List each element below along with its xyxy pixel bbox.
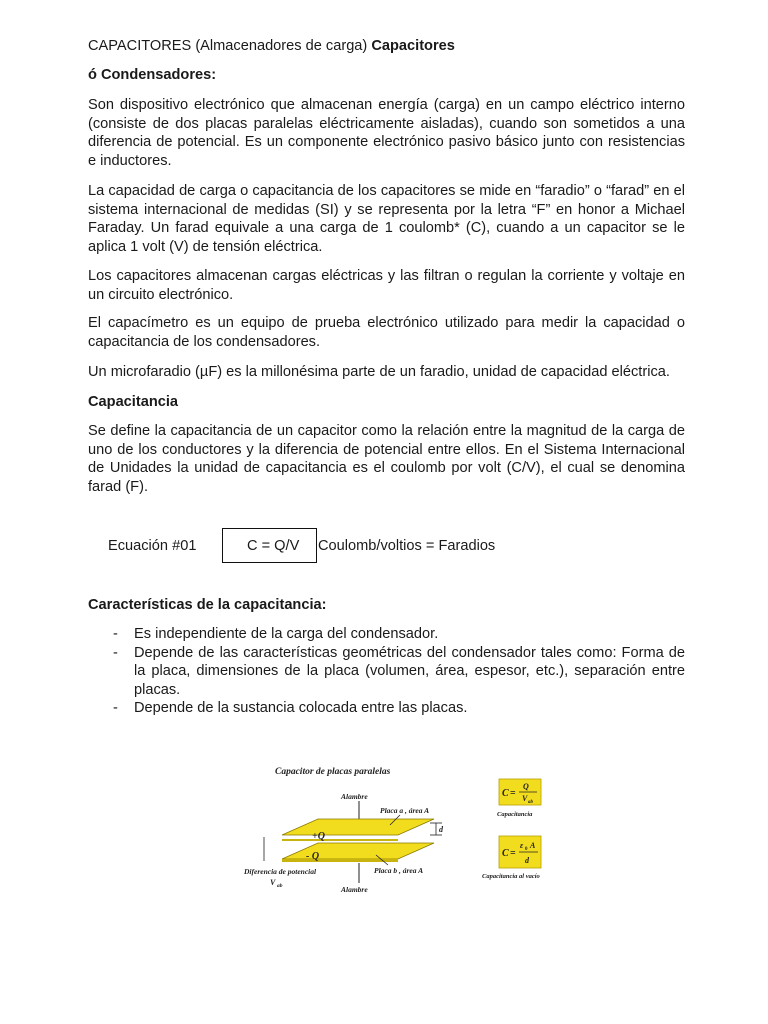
paragraph-farad: La capacidad de carga o capacitancia de los capacitores se mide en “faradio” o “farad” en el sistema internacional de medidas (SI) y se representa por la letra “F” en honor a Michael Faraday. Un farad equivale a una carga de 1 coulomb* (C), cuando a un capacitor se le aplica 1 volt (V) de tensión eléctrica. (88, 183, 685, 255)
formula1-eq: = (510, 788, 516, 799)
capacitor-diagram (240, 755, 590, 905)
potential-symbol: V (270, 878, 276, 887)
subtitle-text: ó Condensadores: (88, 67, 217, 83)
paragraph-capacitancia: Se define la capacitancia de un capacitor como la relación entre la magnitud de la carga de uno de los conductores y la diferencia de potencial entre ellos. En el Sistema Internacional de Unidades la unidad de capacitancia es el coulomb por volt (C/V), el cual se denomina farad (F). (88, 423, 685, 495)
list-item: - Es independiente de la carga del condensador. (88, 625, 685, 644)
equation-formula: C = Q/V (247, 538, 300, 554)
equation-units: Coulomb/voltios = Faradios (318, 538, 496, 554)
wire-bottom-label: Alambre (341, 885, 368, 894)
heading-text: Características de la capacitancia: (88, 597, 327, 613)
characteristics-list (88, 625, 685, 718)
plate-b-edge (282, 859, 398, 862)
plate-b (282, 843, 434, 859)
formula2-c: C (502, 848, 509, 859)
plate-a-label: Placa a , área A (380, 806, 430, 815)
formula1-denominator: V (522, 794, 528, 803)
subtitle (88, 66, 685, 85)
formula2-epsilon: ε (520, 841, 524, 850)
heading-text: Capacitancia (88, 394, 179, 410)
section-heading-caracteristicas (88, 596, 685, 615)
list-item: - Depende de la sustancia colocada entre las placas. (88, 699, 685, 718)
document-title (88, 37, 685, 56)
formula1-numerator: Q (523, 782, 529, 791)
paragraph-microfaradio: Un microfaradio (µF) es la millonésima parte de un faradio, unidad de capacidad eléctrica. (88, 364, 670, 380)
formula1-c: C (502, 788, 509, 799)
gap-label: d (439, 825, 443, 834)
paragraph-capacimetro: El capacímetro es un equipo de prueba electrónico utilizado para medir la capacidad o capacitancia de los condensadores. (88, 315, 685, 350)
potential-label: Diferencia de potencial (244, 867, 317, 876)
formula2-epsilon-sub: 0 (525, 847, 528, 852)
plate-a-edge (282, 839, 398, 841)
plate-a (282, 819, 434, 835)
capacitor-figure (240, 755, 590, 905)
wire-top-label: Alambre (341, 792, 368, 801)
paragraph-definition: Son dispositivo electrónico que almacenan energía (carga) en un campo eléctrico interno (consiste de dos placas paralelas eléctricamente aisladas), cuando son sometidos a una diferencia de potencial. Es un componente electrónico pasivo básico junto con resistencias e inductores. (88, 97, 685, 169)
formula2-caption: Capacitancia al vacío (482, 873, 540, 880)
charge-negative: - Q (306, 851, 320, 862)
list-item: - Depende de las características geométricas del condensador tales como: Forma de la placa, dimensiones de la placa (volumen, área, espesor, etc.), separación entre placas. (88, 644, 685, 700)
formula1-caption: Capacitancia (497, 811, 533, 818)
charge-positive: +Q (312, 831, 325, 842)
equation-box (222, 528, 317, 563)
plate-b-label: Placa b , área A (374, 866, 424, 875)
formula2-denominator: d (525, 856, 529, 865)
potential-subscript: ab (277, 883, 283, 889)
title-text: CAPACITORES (Almacenadores de carga) (88, 38, 372, 54)
paragraph-storage: Los capacitores almacenan cargas eléctricas y las filtran o regulan la corriente y voltaje en un circuito electrónico. (88, 268, 685, 303)
formula2-eq: = (510, 848, 516, 859)
section-heading-capacitancia (88, 393, 685, 412)
title-bold: Capacitores (371, 38, 455, 54)
figure-title: Capacitor de placas paralelas (275, 767, 391, 777)
equation-label: Ecuación #01 (108, 538, 197, 554)
formula1-den-sub: ab (528, 800, 533, 805)
formula2-numerator: A (530, 841, 536, 850)
